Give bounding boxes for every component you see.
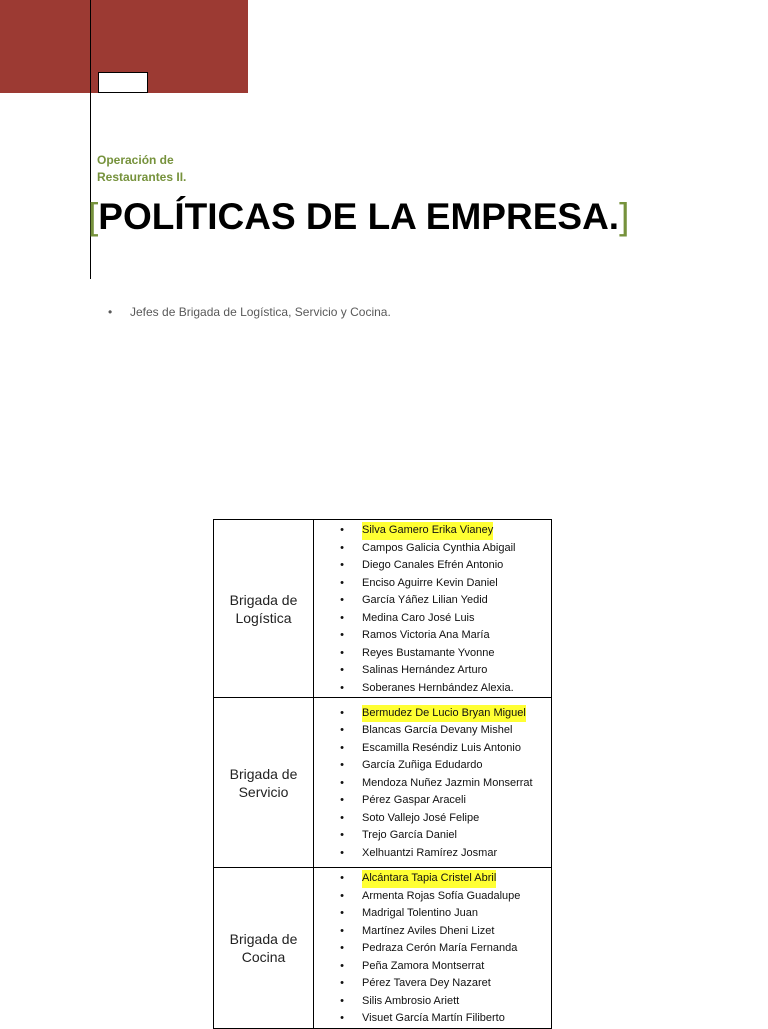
- list-item: [314, 923, 551, 941]
- member-name: Xelhuantzi Ramírez Josmar: [362, 846, 498, 859]
- member-name: Blancas García Devany Mishel: [362, 724, 513, 737]
- table-row: [214, 520, 552, 698]
- bullet-icon: •: [340, 924, 344, 937]
- member-name: Martínez Aviles Dheni Lizet: [362, 924, 495, 937]
- table-row: [214, 698, 552, 868]
- bullet-icon: •: [340, 741, 344, 754]
- brigade-members-cell: [314, 868, 552, 1029]
- list-item: [314, 975, 551, 993]
- member-name: Salinas Hernández Arturo: [362, 664, 488, 676]
- bullet-icon: •: [340, 576, 344, 589]
- brigade-name-line-1: Brigada de: [229, 765, 298, 782]
- member-name: Ramos Victoria Ana María: [362, 629, 490, 641]
- member-name: Soto Vallejo José Felipe: [362, 811, 480, 824]
- brigades-table: [213, 519, 552, 1029]
- bullet-icon: •: [340, 907, 344, 919]
- bullet-icon: •: [340, 611, 344, 624]
- leader-name: Silva Gamero Erika Vianey: [362, 522, 493, 540]
- list-item: [314, 627, 551, 645]
- bullet-icon: •: [340, 646, 344, 659]
- members-list: [314, 868, 551, 1028]
- list-item: [314, 645, 551, 663]
- document-title: [88, 196, 629, 238]
- brigade-members-cell: [314, 698, 552, 868]
- brigade-name-line-1: Brigada de: [229, 591, 298, 608]
- member-name: Silis Ambrosio Ariett: [362, 994, 460, 1007]
- bullet-icon: •: [340, 724, 344, 737]
- brigade-members-cell: [314, 520, 552, 698]
- header-label-box: [98, 72, 148, 93]
- bullet-icon: •: [340, 629, 344, 641]
- member-name: Pérez Tavera Dey Nazaret: [362, 977, 491, 989]
- bullet-icon: •: [340, 811, 344, 824]
- bullet-icon: •: [340, 759, 344, 772]
- brigade-leader-item: [314, 705, 551, 723]
- list-item: [314, 888, 551, 906]
- table-row: [214, 868, 552, 1029]
- leader-name: Alcántara Tapia Cristel Abril: [362, 870, 496, 888]
- bullet-icon: •: [340, 594, 344, 606]
- brigade-name-cell: [214, 868, 314, 1029]
- member-name: Pérez Gaspar Araceli: [362, 794, 466, 807]
- member-name: Pedraza Cerón María Fernanda: [362, 942, 518, 954]
- member-name: García Zuñiga Edudardo: [362, 759, 483, 772]
- list-item: [314, 575, 551, 593]
- list-item: [314, 993, 551, 1011]
- bullet-icon: •: [340, 942, 344, 954]
- list-item: [314, 810, 551, 828]
- members-list: [314, 520, 551, 697]
- list-item: [314, 740, 551, 758]
- member-name: Enciso Aguirre Kevin Daniel: [362, 576, 498, 589]
- brigade-name-line-2: Servicio: [238, 783, 289, 800]
- list-item: [314, 958, 551, 976]
- list-item: [314, 827, 551, 845]
- bullet-icon: •: [340, 706, 344, 719]
- brigade-name-line-2: Cocina: [241, 948, 286, 965]
- title-text: POLÍTICAS DE LA EMPRESA.: [98, 196, 620, 237]
- brigade-leader-item: [314, 870, 551, 888]
- member-name: Campos Galicia Cynthia Abigail: [362, 541, 516, 554]
- member-name: Escamilla Reséndiz Luis Antonio: [362, 741, 521, 754]
- bullet-icon: •: [340, 846, 344, 859]
- bullet-icon: •: [340, 1012, 344, 1024]
- bullet-icon: •: [340, 977, 344, 989]
- intro-bullet-text: Jefes de Brigada de Logística, Servicio y Cocina.: [130, 305, 391, 319]
- leader-name: Bermudez De Lucio Bryan Miguel: [362, 705, 526, 723]
- bullet-icon: •: [108, 305, 113, 319]
- list-item: [314, 592, 551, 610]
- member-name: Peña Zamora Montserrat: [362, 959, 485, 972]
- bullet-icon: •: [340, 524, 344, 536]
- list-item: [314, 845, 551, 863]
- intro-bullet: [108, 305, 391, 319]
- list-item: [314, 557, 551, 575]
- title-bracket-open: [: [88, 196, 99, 237]
- bullet-icon: •: [340, 776, 344, 789]
- document-subtitle: [97, 152, 237, 186]
- bullet-icon: •: [340, 959, 344, 972]
- member-name: Diego Canales Efrén Antonio: [362, 559, 504, 571]
- bullet-icon: •: [340, 872, 344, 884]
- member-name: Madrigal Tolentino Juan: [362, 907, 478, 919]
- list-item: [314, 757, 551, 775]
- member-name: Trejo García Daniel: [362, 829, 457, 842]
- bullet-icon: •: [340, 794, 344, 807]
- list-item: [314, 610, 551, 628]
- brigade-leader-item: [314, 522, 551, 540]
- bullet-icon: •: [340, 829, 344, 842]
- bullet-icon: •: [340, 889, 344, 902]
- list-item: [314, 680, 551, 698]
- brigade-name-cell: [214, 520, 314, 698]
- bullet-icon: •: [340, 681, 344, 694]
- bullet-icon: •: [340, 541, 344, 554]
- subtitle-line-2: Restaurantes II.: [97, 170, 187, 184]
- member-name: Soberanes Hernbández Alexia.: [362, 681, 514, 694]
- list-item: [314, 722, 551, 740]
- list-item: [314, 540, 551, 558]
- bullet-icon: •: [340, 994, 344, 1007]
- member-name: Mendoza Nuñez Jazmin Monserrat: [362, 776, 533, 789]
- list-item: [314, 905, 551, 923]
- list-item: [314, 775, 551, 793]
- list-item: [314, 1010, 551, 1028]
- members-list: [314, 703, 551, 863]
- member-name: Visuet García Martín Filiberto: [362, 1012, 505, 1024]
- list-item: [314, 792, 551, 810]
- list-item: [314, 662, 551, 680]
- member-name: Reyes Bustamante Yvonne: [362, 646, 495, 659]
- subtitle-line-1: Operación de: [97, 153, 174, 167]
- brigade-name-cell: [214, 698, 314, 868]
- list-item: [314, 940, 551, 958]
- title-bracket-close: ]: [619, 196, 630, 237]
- brigade-name-line-1: Brigada de: [229, 930, 298, 947]
- member-name: Medina Caro José Luis: [362, 611, 475, 624]
- member-name: García Yáñez Lilian Yedid: [362, 594, 488, 606]
- bullet-icon: •: [340, 559, 344, 571]
- bullet-icon: •: [340, 664, 344, 676]
- brigade-name-line-2: Logística: [235, 609, 292, 626]
- member-name: Armenta Rojas Sofía Guadalupe: [362, 889, 521, 902]
